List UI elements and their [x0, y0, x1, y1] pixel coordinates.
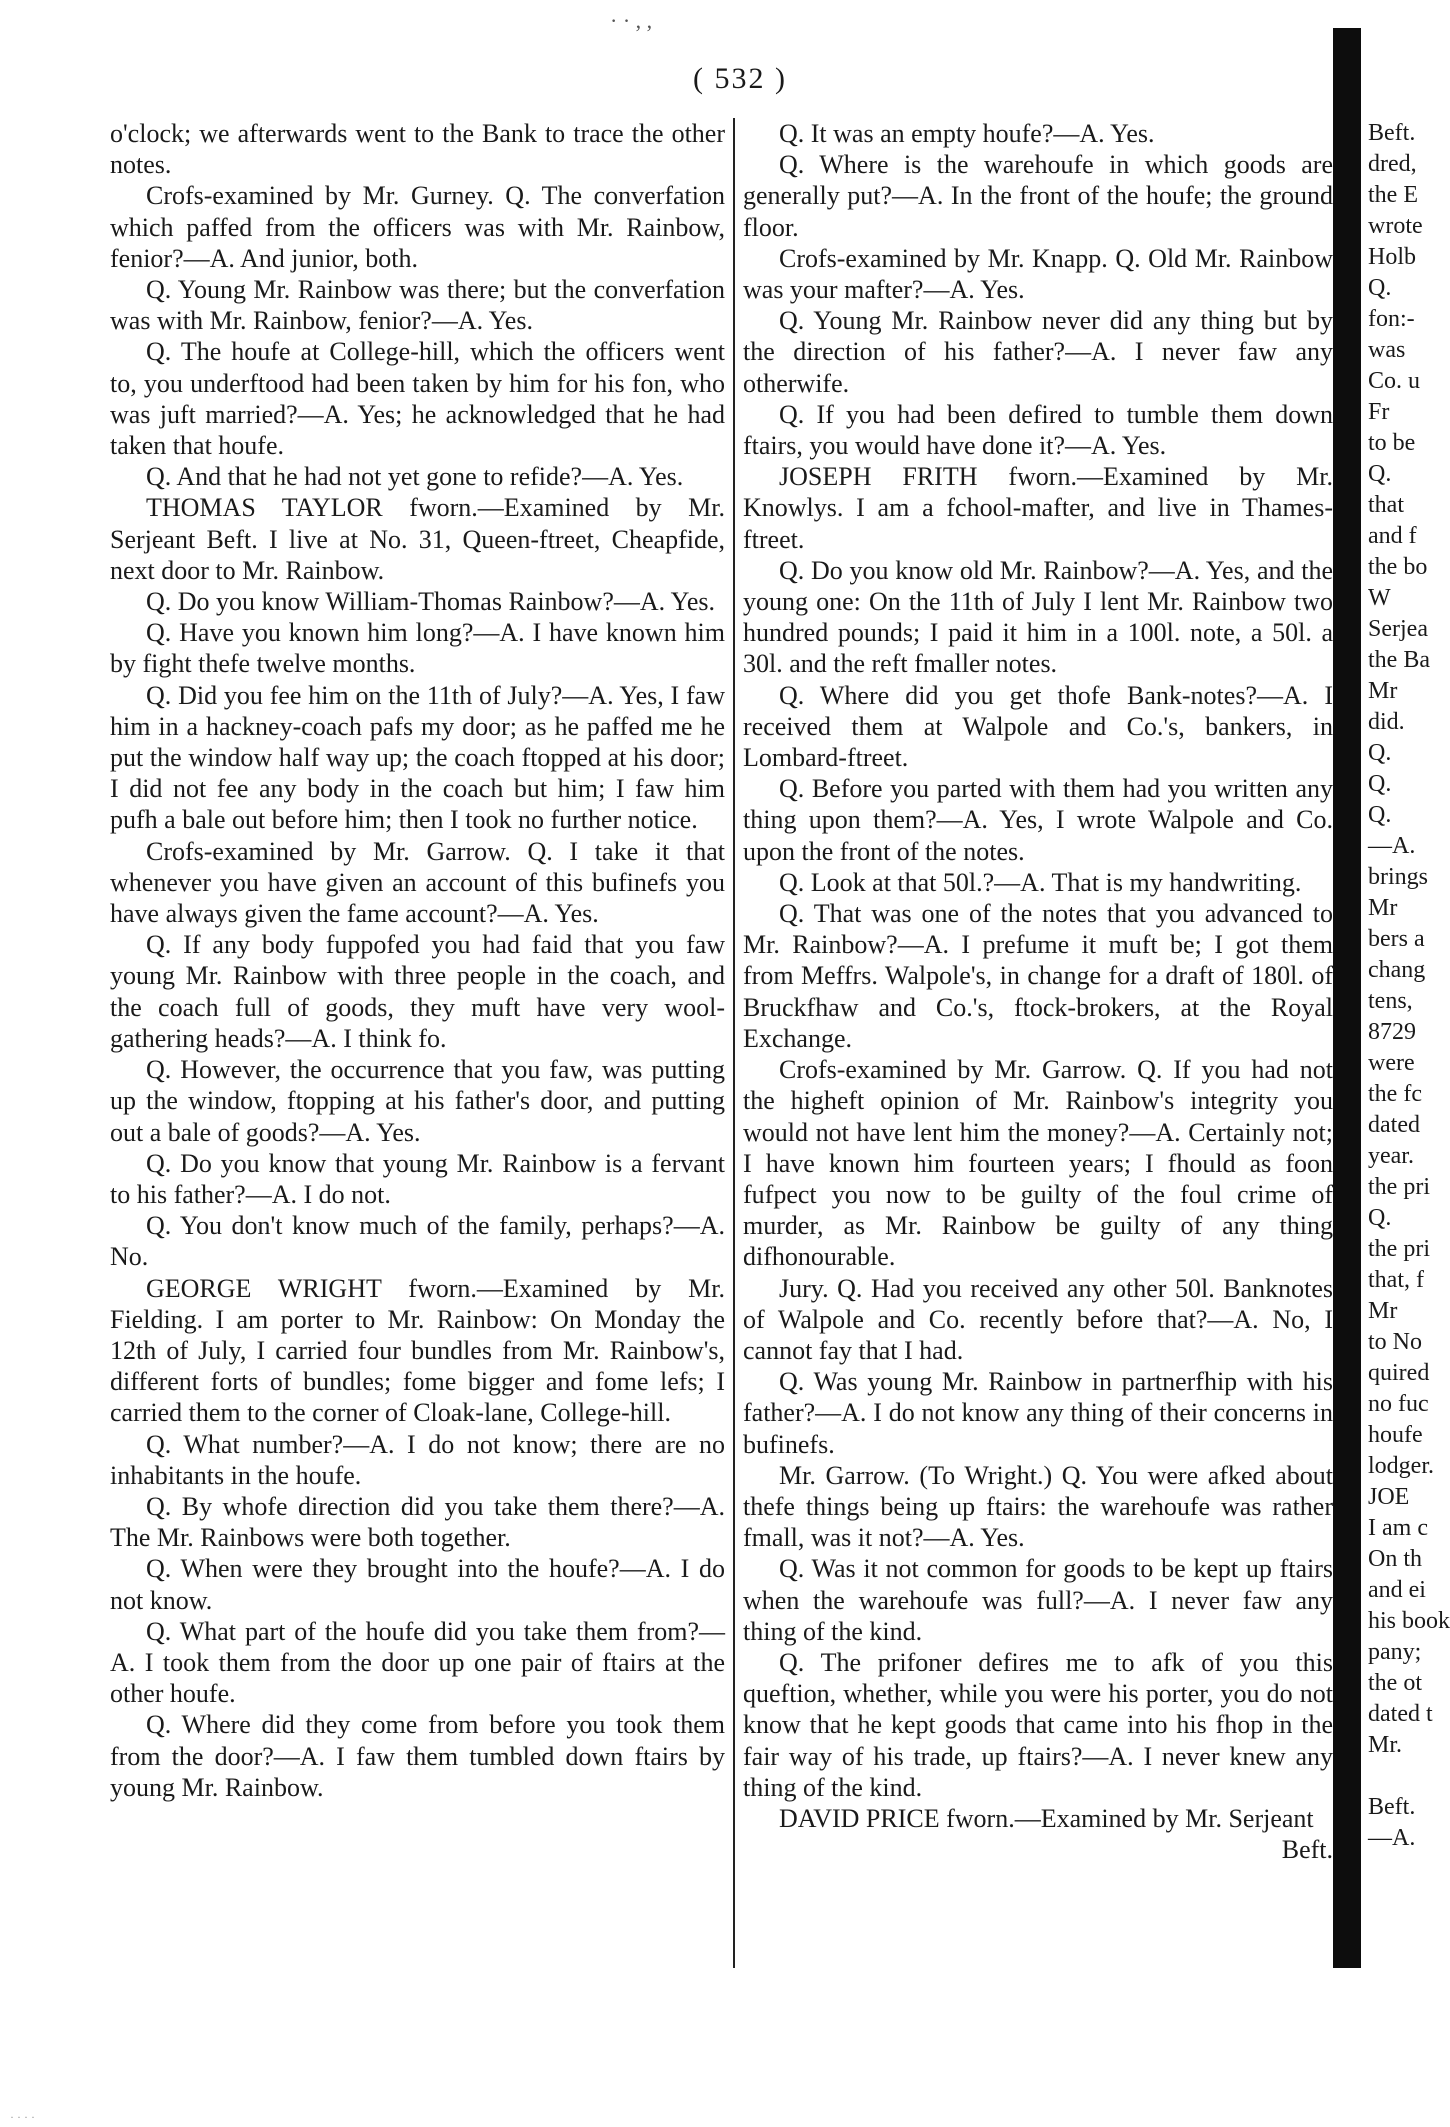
fragment-line: JOE	[1368, 1484, 1410, 1510]
left-column	[110, 118, 725, 1803]
paragraph: Q. When were they brought into the houfe?—A. I do not know.	[110, 1554, 725, 1615]
paragraph: DAVID PRICE fworn.—Examined by Mr. Serjeant	[779, 1803, 1314, 1833]
fragment-line: bers a	[1368, 926, 1425, 952]
fragment-line: the fc	[1368, 1081, 1422, 1107]
fragment-line: his book	[1368, 1608, 1450, 1634]
fragment-line: wrote	[1368, 213, 1423, 239]
fragment-line: —A.	[1368, 833, 1416, 859]
fragment-line: lodger.	[1368, 1453, 1434, 1479]
fragment-line: Serjea	[1368, 616, 1428, 642]
paragraph: Q. Do you know that young Mr. Rainbow is a fervant to his father?—A. I do not.	[110, 1148, 725, 1209]
fragment-line: Q.	[1368, 1205, 1392, 1231]
paragraph: Q. If any body fuppofed you had faid that you faw young Mr. Rainbow with three people in the coach, and the coach full of goods, they muft have very wool-gathering heads?—A. I think fo.	[110, 930, 725, 1053]
fragment-line: and f	[1368, 523, 1417, 549]
fragment-line: Fr	[1368, 399, 1390, 425]
fragment-line: Beft.	[1368, 120, 1416, 146]
paragraph: Q. Was young Mr. Rainbow in partnerfhip with his father?—A. I do not know any thing of their concerns in bufinefs.	[743, 1367, 1333, 1459]
fragment-line: tens,	[1368, 988, 1413, 1014]
fragment-line: —A.	[1368, 1825, 1416, 1851]
fragment-line: Mr	[1368, 678, 1398, 704]
paragraph: Q. Look at that 50l.?—A. That is my handwriting.	[779, 867, 1302, 897]
binding-shadow	[1333, 28, 1361, 1968]
paragraph: Q. Did you fee him on the 11th of July?—A. Yes, I faw him in a hackney-coach pafs my door; as he paffed me he put the window half way up; the coach ftopped at his door; I did not fee any body in the coach but him; I faw him pufh a bale out before him; then I took no further notice.	[110, 680, 725, 835]
paragraph: Jury. Q. Had you received any other 50l. Banknotes of Walpole and Co. recently before that?—A. No, I cannot fay that I had.	[743, 1273, 1333, 1365]
fragment-line: that, f	[1368, 1267, 1424, 1293]
fragment-line: Q.	[1368, 802, 1392, 828]
paragraph: o'clock; we afterwards went to the Bank to trace the other notes.	[110, 119, 725, 180]
paragraph: Q. By whofe direction did you take them there?—A. The Mr. Rainbows were both together.	[110, 1491, 725, 1553]
footer-marks: · · · ·	[10, 2110, 35, 2124]
paragraph: Q. Where did you get thofe Bank-notes?—A. I received them at Walpole and Co.'s, bankers, in Lombard-ftreet.	[743, 680, 1333, 773]
fragment-line: Beft.	[1368, 1794, 1416, 1820]
fragment-line: W	[1368, 585, 1391, 611]
fragment-line: Mr	[1368, 895, 1398, 921]
fragment-line: fon:-	[1368, 306, 1415, 332]
right-column-fragment	[1368, 118, 1450, 1854]
paragraph: Q. That was one of the notes that you advanced to Mr. Rainbow?—A. I prefume it muft be; I got them from Meffrs. Walpole's, in change for a draft of 180l. of Bruckfhaw and Co.'s, ftock-brokers, at the Royal Exchange.	[743, 899, 1333, 1053]
paragraph: Q. Where did they come from before you took them from the door?—A. I faw them tumbled down ftairs by young Mr. Rainbow.	[110, 1710, 725, 1802]
fragment-line: pany;	[1368, 1639, 1422, 1665]
paragraph: Q. Do you know William-Thomas Rainbow?—A. Yes.	[146, 587, 716, 617]
top-marks: · · , ,	[610, 8, 653, 33]
paragraph: Crofs-examined by Mr. Knapp. Q. Old Mr. Rainbow was your mafter?—A. Yes.	[743, 243, 1333, 305]
fragment-line: houfe	[1368, 1422, 1423, 1448]
fragment-line: Mr.	[1368, 1732, 1403, 1758]
fragment-line: Co. u	[1368, 368, 1421, 394]
fragment-line: did.	[1368, 709, 1405, 735]
paragraph: Q. Young Mr. Rainbow never did any thing but by the direction of his father?—A. I never faw any otherwife.	[743, 306, 1333, 398]
fragment-line: Holb	[1368, 244, 1416, 270]
fragment-line: the bo	[1368, 554, 1428, 580]
paragraph: Mr. Garrow. (To Wright.) Q. You were afked about thefe things being up ftairs: the warehoufe was rather fmall, was it not?—A. Yes.	[743, 1460, 1333, 1553]
fragment-line: to No	[1368, 1329, 1422, 1355]
paragraph: GEORGE WRIGHT fworn.—Examined by Mr. Fielding. I am porter to Mr. Rainbow: On Monday the 12th of July, I carried four bundles from Mr. Rainbow's, different forts of bundles; fome bigger and fome lefs; I carried them to the corner of Cloak-lane, College-hill.	[110, 1273, 725, 1428]
fragment-line: the Ba	[1368, 647, 1430, 673]
paragraph: Crofs-examined by Mr. Gurney. Q. The converfation which paffed from the officers was with Mr. Rainbow, fenior?—A. And junior, both.	[110, 181, 725, 273]
fragment-line: chang	[1368, 957, 1426, 983]
fragment-line: 8729	[1368, 1019, 1416, 1045]
paragraph: Crofs-examined by Mr. Garrow. Q. I take it that whenever you have given an account of this bufinefs you have always given the fame account?—A. Yes.	[110, 836, 725, 929]
fragment-line: Q.	[1368, 275, 1392, 301]
fragment-line: was	[1368, 337, 1406, 363]
fragment-line: I am c	[1368, 1515, 1428, 1541]
paragraph: Q. The houfe at College-hill, which the officers went to, you underftood had been taken by him for his fon, who was juft married?—A. Yes; he acknowledged that he had taken that houfe.	[110, 337, 725, 461]
paragraph: Beft.	[1281, 1835, 1333, 1865]
fragment-line: the pri	[1368, 1236, 1430, 1262]
paragraph: Q. Where is the warehoufe in which goods are generally put?—A. In the front of the houfe; the ground floor.	[743, 150, 1333, 242]
paragraph: Crofs-examined by Mr. Garrow. Q. If you had not the higheft opinion of Mr. Rainbow's integrity you would not have lent him the money?—A. Certainly not; I have known him fourteen years; I fhould as foon fufpect you now to be guilty of the foul crime of murder, as Mr. Rainbow be guilty of any thing difhonourable.	[743, 1055, 1333, 1272]
paragraph: Q. Do you know old Mr. Rainbow?—A. Yes, and the young one: On the 11th of July I lent Mr. Rainbow two hundred pounds; I paid it him in a 100l. note, a 50l. a 30l. and the reft fmaller notes.	[743, 555, 1333, 679]
paragraph: Q. It was an empty houfe?—A. Yes.	[779, 119, 1155, 148]
fragment-line: no fuc	[1368, 1391, 1429, 1417]
fragment-line: and ei	[1368, 1577, 1426, 1603]
fragment-line: year.	[1368, 1143, 1414, 1169]
fragment-line: Q.	[1368, 461, 1392, 487]
fragment-line	[1368, 1761, 1438, 1792]
paragraph: Q. What part of the houfe did you take them from?—A. I took them from the door up one pair of ftairs at the other houfe.	[110, 1616, 725, 1709]
fragment-line: the ot	[1368, 1670, 1422, 1696]
paragraph: Q. However, the occurrence that you faw, was putting up the window, ftopping at his father's door, and putting out a bale of goods?—A. Yes.	[110, 1055, 725, 1147]
fragment-line: the E	[1368, 182, 1418, 208]
paragraph: Q. If you had been defired to tumble them down ftairs, you would have done it?—A. Yes.	[743, 399, 1333, 461]
page-number: ( 532 )	[693, 62, 787, 95]
paragraph: Q. Before you parted with them had you written any thing upon them?—A. Yes, I wrote Walpole and Co. upon the front of the notes.	[743, 774, 1333, 866]
fragment-line: brings	[1368, 864, 1428, 890]
paragraph: Q. Have you known him long?—A. I have known him by fight thefe twelve months.	[110, 618, 725, 679]
fragment-line: the pri	[1368, 1174, 1430, 1200]
paragraph: JOSEPH FRITH fworn.—Examined by Mr. Knowlys. I am a fchool-mafter, and live in Thames-ftreet.	[743, 462, 1333, 554]
fragment-line: Q.	[1368, 740, 1392, 766]
paragraph: Q. And that he had not yet gone to refide?—A. Yes.	[146, 462, 684, 492]
paragraph: Q. You don't know much of the family, perhaps?—A. No.	[110, 1211, 725, 1272]
paragraph: Q. The prifoner defires me to afk of you this queftion, whether, while you were his porter, you do not know that he kept goods that came into his fhop in the fair way of his trade, up ftairs?—A. I never knew any thing of the kind.	[743, 1647, 1333, 1802]
paragraph: Q. Was it not common for goods to be kept up ftairs when the warehoufe was full?—A. I never faw any thing of the kind.	[743, 1554, 1333, 1646]
paragraph: Q. What number?—A. I do not know; there are no inhabitants in the houfe.	[110, 1429, 725, 1490]
paragraph: Q. Young Mr. Rainbow was there; but the converfation was with Mr. Rainbow, fenior?—A. Yes.	[110, 275, 725, 336]
fragment-line: Mr	[1368, 1298, 1398, 1324]
fragment-line: that	[1368, 492, 1404, 518]
fragment-line: dated	[1368, 1112, 1420, 1138]
middle-column	[743, 118, 1333, 1865]
column-rule	[733, 118, 735, 1968]
fragment-line: dred,	[1368, 151, 1417, 177]
paragraph: THOMAS TAYLOR fworn.—Examined by Mr. Serjeant Beft. I live at No. 31, Queen-ftreet, Cheapfide, next door to Mr. Rainbow.	[110, 493, 725, 585]
fragment-line: were	[1368, 1050, 1415, 1076]
fragment-line: Q.	[1368, 771, 1392, 797]
fragment-line: quired	[1368, 1360, 1430, 1386]
fragment-line: On th	[1368, 1546, 1422, 1572]
fragment-line: to be	[1368, 430, 1416, 456]
fragment-line: dated t	[1368, 1701, 1433, 1727]
